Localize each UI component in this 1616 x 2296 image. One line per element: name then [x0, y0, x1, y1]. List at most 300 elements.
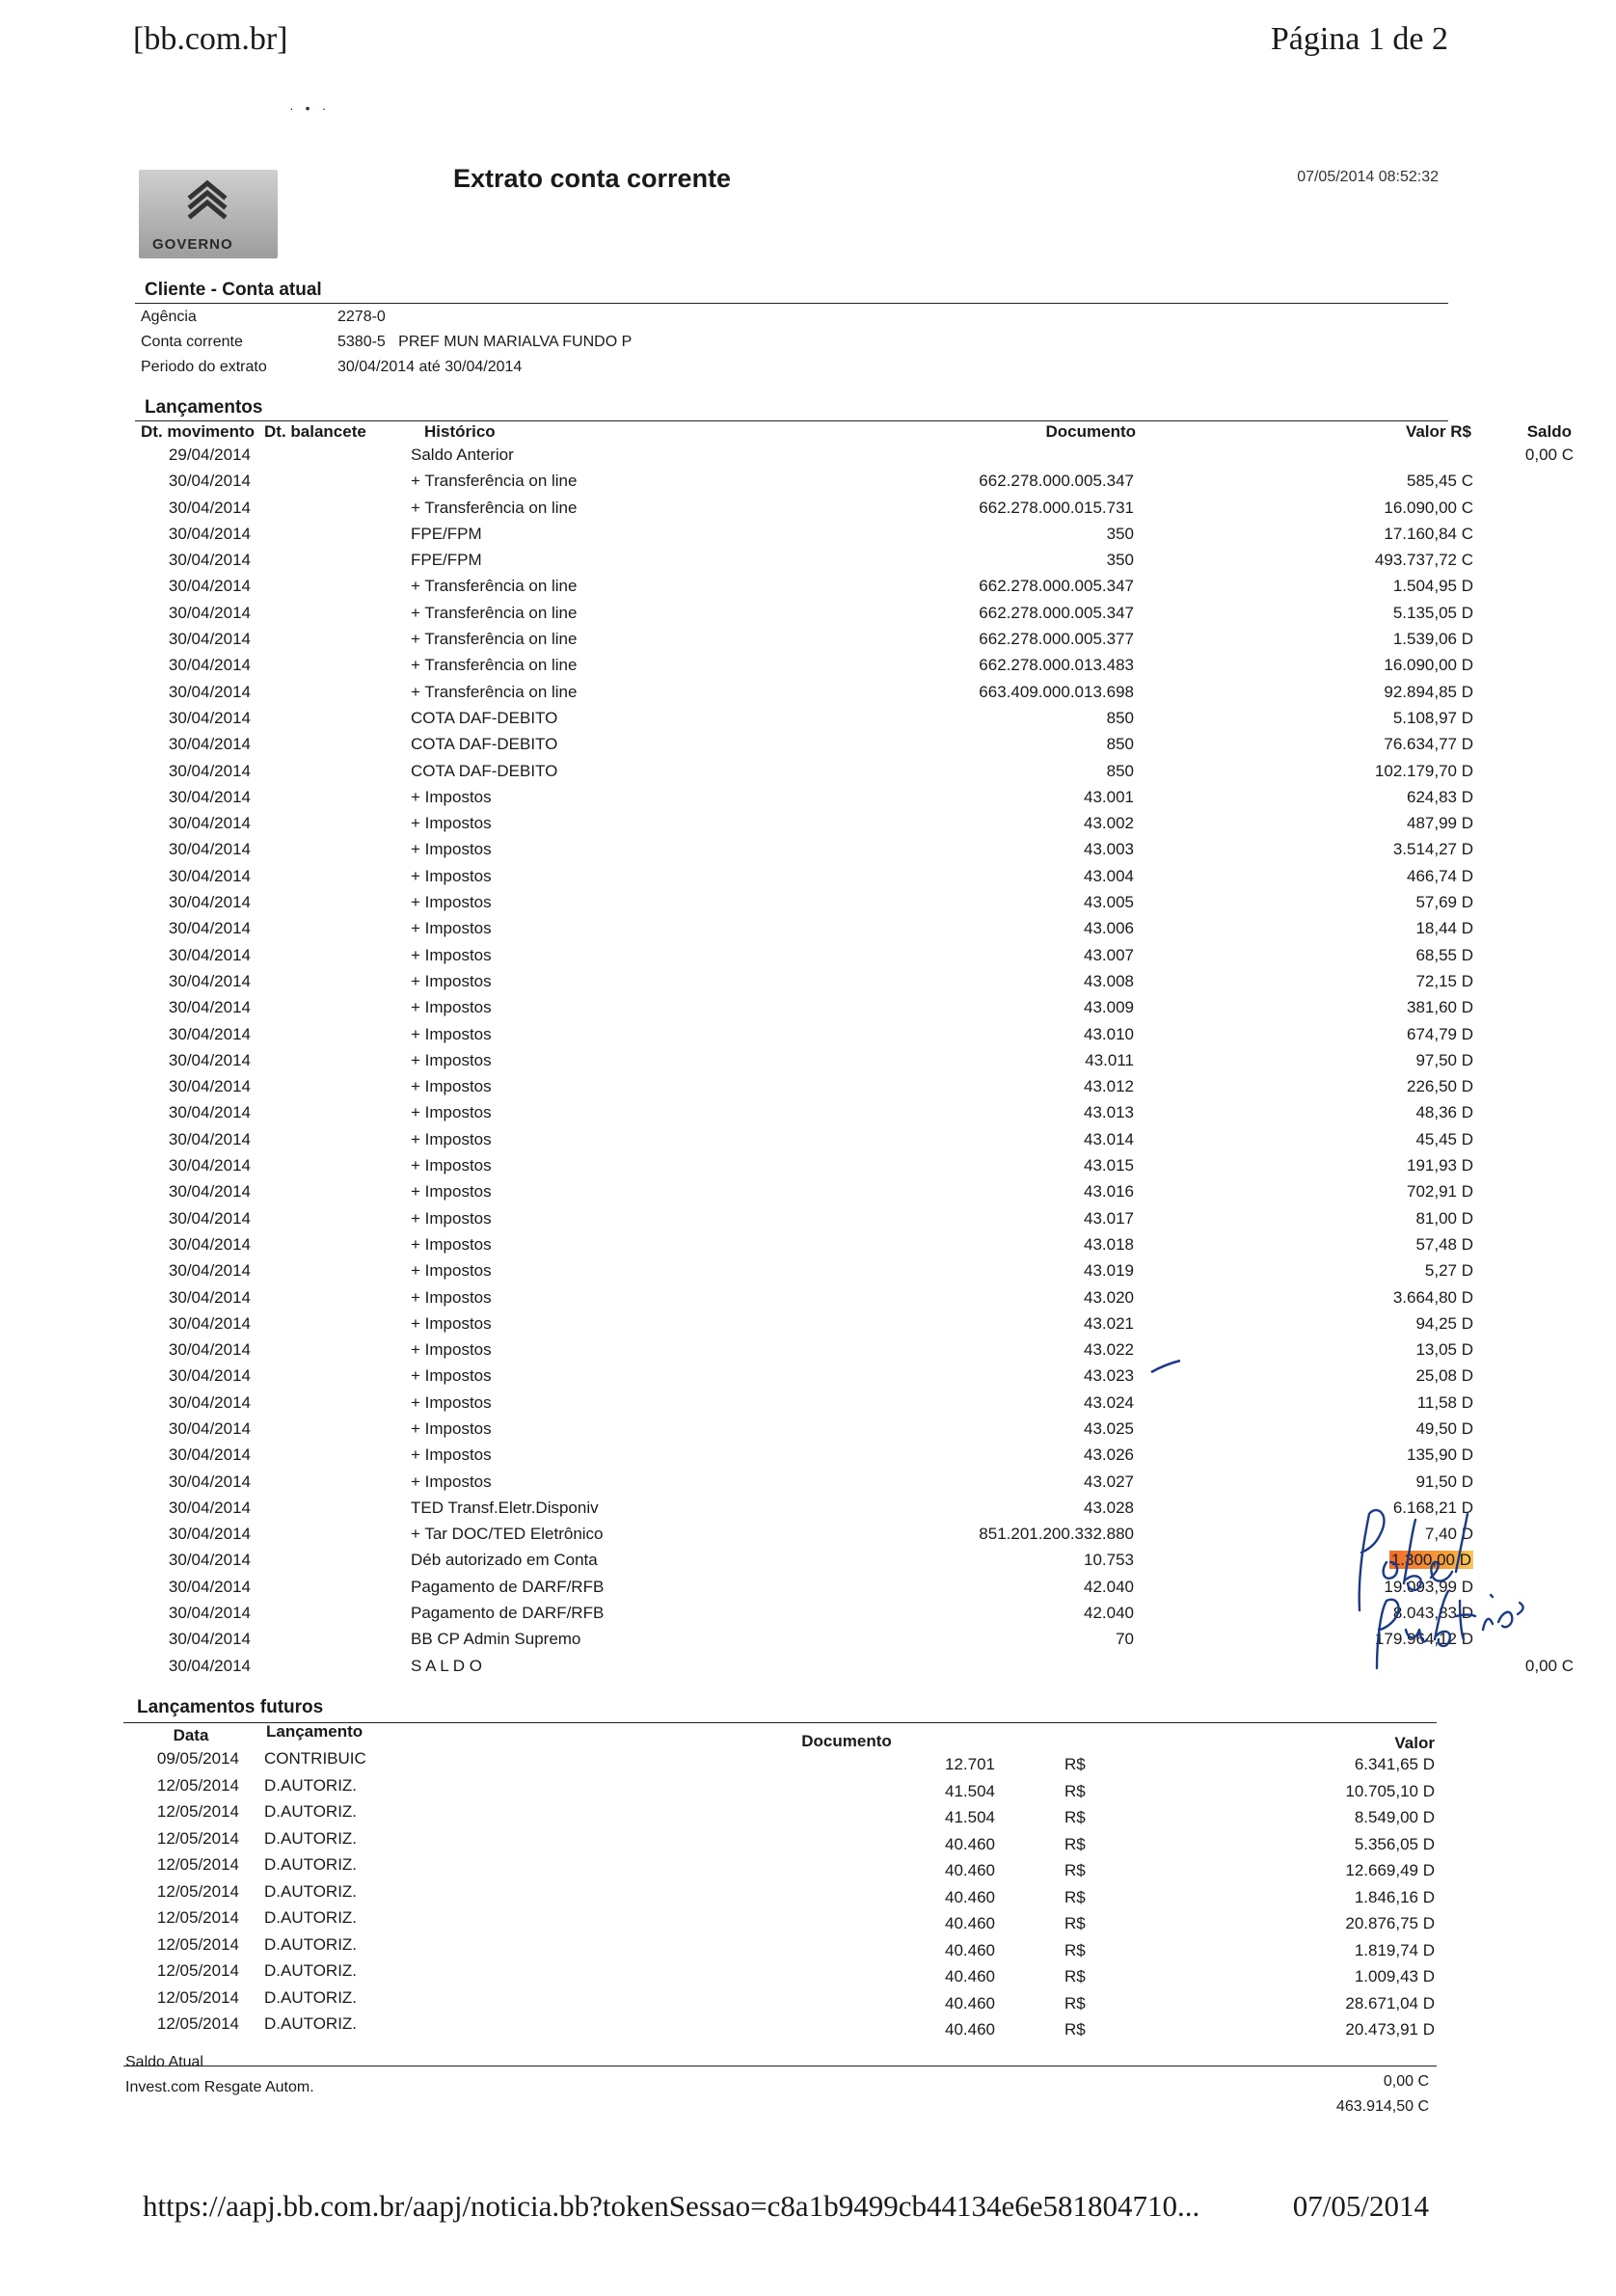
cell-historico: + Impostos: [411, 893, 492, 912]
cell-date: 30/04/2014: [168, 971, 251, 990]
cell-lancamento: D.AUTORIZ.: [264, 2014, 358, 2033]
table-row: [135, 893, 1473, 919]
table-row: [135, 1525, 1473, 1551]
cell-valor: 11,58 D: [1416, 1392, 1473, 1412]
cell-date: 30/04/2014: [168, 498, 251, 517]
cell-valor: 94,25 D: [1415, 1313, 1473, 1333]
cell-valor: 72,15 D: [1415, 971, 1473, 990]
cell-saldo: 0,00 C: [1524, 446, 1574, 464]
table-row: [135, 446, 1574, 472]
cell-data: 12/05/2014: [156, 1908, 239, 1927]
table-header: [135, 422, 1572, 446]
cell-date: 30/04/2014: [168, 1418, 251, 1438]
cell-historico: + Transferência on line: [411, 656, 578, 675]
saldo-atual-label: Saldo Atual: [125, 2054, 203, 2070]
col-header-dt-movimento: Dt. movimento: [141, 422, 256, 441]
table-row: [135, 1340, 1473, 1366]
cliente-section-title: Cliente - Conta atual: [145, 280, 322, 300]
cell-documento: 43.027: [1084, 1472, 1134, 1491]
cell-date: 30/04/2014: [168, 1182, 251, 1202]
cell-historico: + Impostos: [411, 1050, 492, 1069]
cell-date: 30/04/2014: [168, 524, 251, 543]
cell-documento: 43.020: [1084, 1287, 1134, 1307]
table-row: [135, 919, 1473, 945]
cell-valor: 97,50 D: [1415, 1050, 1473, 1069]
table-row: [135, 1050, 1473, 1077]
cell-historico: + Impostos: [411, 840, 492, 859]
field-label-conta: Conta corrente: [141, 334, 243, 350]
cell-data: 12/05/2014: [156, 1828, 239, 1848]
cell-currency: R$: [1064, 1861, 1086, 1879]
table-row: [123, 1935, 1435, 1962]
cell-documento: 43.007: [1084, 945, 1134, 964]
table-row: [135, 1077, 1473, 1103]
table-row: [135, 1445, 1473, 1472]
col-header-lancamento: Lançamento: [266, 1722, 364, 1741]
table-row: [135, 1472, 1473, 1499]
cell-data: 12/05/2014: [156, 1802, 239, 1821]
cell-historico: Saldo Anterior: [411, 446, 514, 464]
cell-date: 30/04/2014: [168, 1445, 251, 1465]
cell-documento: 662.278.000.005.347: [979, 577, 1134, 596]
cell-valor: 57,69 D: [1415, 893, 1473, 912]
table-row: [135, 814, 1473, 840]
cell-historico: + Impostos: [411, 1234, 492, 1254]
cell-historico: + Impostos: [411, 919, 492, 938]
table-row: [135, 1261, 1473, 1287]
cell-valor: 49,50 D: [1415, 1418, 1473, 1438]
cell-valor: 20.473,91 D: [1345, 2020, 1435, 2039]
logo-label: GOVERNO: [152, 236, 233, 253]
table-row: [123, 1908, 1435, 1935]
cell-documento: 350: [1106, 524, 1134, 543]
page-title: Extrato conta corrente: [453, 164, 732, 193]
cell-historico: + Impostos: [411, 866, 492, 885]
table-row: [135, 1418, 1473, 1445]
cell-documento: 43.022: [1084, 1340, 1134, 1360]
cell-currency: R$: [1064, 1914, 1086, 1932]
table-row: [135, 1234, 1473, 1261]
cell-historico: + Impostos: [411, 1208, 492, 1228]
cell-historico: + Impostos: [411, 1103, 492, 1122]
cell-valor: 381,60 D: [1407, 998, 1473, 1017]
cell-valor: 1.009,43 D: [1354, 1967, 1435, 1985]
cell-historico: TED Transf.Eletr.Disponiv: [411, 1498, 599, 1517]
cell-data: 12/05/2014: [156, 1987, 239, 2007]
cell-valor: 466,74 D: [1407, 866, 1473, 885]
cell-date: 30/04/2014: [168, 1103, 251, 1122]
table-header: [123, 1722, 1435, 1752]
field-label-periodo: Periodo do extrato: [141, 359, 267, 375]
cell-documento: 40.460: [945, 1940, 995, 1959]
cell-documento: 70: [1116, 1630, 1134, 1649]
cell-historico: + Impostos: [411, 1156, 492, 1175]
cell-date: 30/04/2014: [168, 840, 251, 859]
cell-documento: 43.028: [1084, 1498, 1134, 1517]
invest-label: Invest.com Resgate Autom.: [125, 2079, 314, 2095]
cell-currency: R$: [1064, 1967, 1086, 1985]
cell-historico: + Impostos: [411, 1182, 492, 1202]
table-row: [135, 1577, 1473, 1604]
cell-documento: 40.460: [945, 1887, 995, 1906]
cell-date: 30/04/2014: [168, 1050, 251, 1069]
cell-valor: 81,00 D: [1415, 1208, 1473, 1228]
cell-documento: 663.409.000.013.698: [979, 682, 1134, 701]
col-header-historico: Histórico: [424, 422, 496, 441]
cell-historico: + Impostos: [411, 787, 492, 806]
cell-valor: 5.356,05 D: [1354, 1834, 1435, 1853]
cell-currency: R$: [1064, 1887, 1086, 1906]
cell-historico: + Impostos: [411, 1418, 492, 1438]
footer-date: 07/05/2014: [1292, 2189, 1429, 2223]
cell-documento: 662.278.000.015.731: [979, 498, 1134, 517]
cell-documento: 43.001: [1084, 787, 1134, 806]
table-row: [135, 1604, 1473, 1630]
cell-lancamento: D.AUTORIZ.: [264, 1828, 358, 1848]
cell-historico: + Transferência on line: [411, 498, 578, 517]
cell-valor: 487,99 D: [1407, 814, 1473, 833]
cell-documento: 43.018: [1084, 1234, 1134, 1254]
cell-historico: + Impostos: [411, 1392, 492, 1412]
cell-valor: 92.894,85 D: [1384, 682, 1473, 701]
cell-date: 30/04/2014: [168, 1129, 251, 1148]
field-value-agencia: 2278-0: [337, 309, 386, 325]
futuros-table: [123, 1722, 1435, 2041]
cell-valor: 8.043,83 D: [1392, 1604, 1473, 1623]
cell-valor: 16.090,00 D: [1384, 656, 1473, 675]
cell-valor: 48,36 D: [1415, 1103, 1473, 1122]
table-row: [123, 1988, 1435, 2015]
cell-date: 30/04/2014: [168, 893, 251, 912]
cell-date: 30/04/2014: [168, 1261, 251, 1281]
cell-date: 30/04/2014: [168, 814, 251, 833]
cell-date: 30/04/2014: [168, 1551, 251, 1570]
cell-date: 30/04/2014: [168, 919, 251, 938]
cell-documento: 43.015: [1084, 1156, 1134, 1175]
table-row: [135, 708, 1473, 735]
cell-data: 12/05/2014: [156, 2014, 239, 2033]
cell-documento: 40.460: [945, 2020, 995, 2039]
cell-documento: 850: [1106, 735, 1134, 754]
table-row: [135, 1551, 1471, 1577]
cell-lancamento: D.AUTORIZ.: [264, 1908, 358, 1927]
cell-date: 30/04/2014: [168, 630, 251, 649]
cell-documento: 40.460: [945, 1993, 995, 2012]
cell-historico: Pagamento de DARF/RFB: [411, 1604, 605, 1623]
cell-documento: 43.026: [1084, 1445, 1134, 1465]
cell-valor: 18,44 D: [1415, 919, 1473, 938]
site-label: [bb.com.br]: [133, 21, 288, 57]
table-row: [135, 735, 1473, 761]
handwritten-signature: [1348, 1495, 1541, 1688]
cell-valor: 1.819,74 D: [1354, 1940, 1435, 1959]
cell-lancamento: D.AUTORIZ.: [264, 1802, 358, 1821]
cell-historico: BB CP Admin Supremo: [411, 1630, 581, 1649]
field-value-periodo: 30/04/2014 até 30/04/2014: [337, 359, 523, 375]
table-row: [135, 656, 1473, 682]
cell-documento: 42.040: [1084, 1577, 1134, 1596]
table-row: [135, 1392, 1473, 1419]
cell-date: 30/04/2014: [168, 1340, 251, 1360]
cell-historico: COTA DAF-DEBITO: [411, 735, 558, 754]
cell-date: 30/04/2014: [168, 1392, 251, 1412]
cell-date: 30/04/2014: [168, 735, 251, 754]
cell-date: 30/04/2014: [168, 1156, 251, 1175]
cell-valor: 624,83 D: [1407, 787, 1473, 806]
cell-date: 30/04/2014: [168, 603, 251, 622]
col-header-data: Data: [173, 1726, 209, 1744]
cell-lancamento: D.AUTORIZ.: [264, 1775, 358, 1795]
cell-valor: 179.964,12 D: [1374, 1630, 1473, 1649]
cell-valor: 12.669,49 D: [1345, 1861, 1435, 1879]
table-row: [123, 2014, 1435, 2041]
cell-lancamento: D.AUTORIZ.: [264, 1855, 358, 1874]
cell-historico: + Transferência on line: [411, 603, 578, 622]
cell-date: 30/04/2014: [168, 682, 251, 701]
cell-historico: + Transferência on line: [411, 682, 578, 701]
cell-valor: 1.539,06 D: [1392, 630, 1473, 649]
cell-documento: 43.013: [1084, 1103, 1134, 1122]
field-label-agencia: Agência: [141, 309, 197, 325]
cell-date: 30/04/2014: [168, 998, 251, 1017]
cell-documento: 43.003: [1084, 840, 1134, 859]
cell-historico: COTA DAF-DEBITO: [411, 761, 558, 780]
footer-url: https://aapj.bb.com.br/aapj/noticia.bb?tokenSessao=c8a1b9499cb44134e6e581804710...: [143, 2189, 1200, 2223]
pen-tick-mark: [1147, 1355, 1186, 1378]
cell-lancamento: D.AUTORIZ.: [264, 1987, 358, 2007]
divider: [135, 303, 1448, 304]
cell-documento: 40.460: [945, 1914, 995, 1932]
cell-documento: 43.008: [1084, 971, 1134, 990]
cell-documento: 43.021: [1084, 1313, 1134, 1333]
cell-documento: 43.014: [1084, 1129, 1134, 1148]
cell-documento: 851.201.200.332.880: [979, 1525, 1134, 1544]
cell-historico: + Impostos: [411, 814, 492, 833]
cell-date: 30/04/2014: [168, 1604, 251, 1623]
cell-valor: 17.160,84 C: [1384, 524, 1473, 543]
table-row: [135, 1024, 1473, 1051]
cell-historico: S A L D O: [411, 1656, 483, 1675]
cell-valor: 135,90 D: [1407, 1445, 1473, 1465]
cell-valor: 45,45 D: [1415, 1129, 1473, 1148]
cell-valor: 585,45 C: [1407, 472, 1473, 491]
table-row: [135, 577, 1473, 603]
cell-valor: 8.549,00 D: [1354, 1808, 1435, 1826]
cell-historico: + Impostos: [411, 1287, 492, 1307]
cell-valor: 674,79 D: [1407, 1024, 1473, 1043]
cell-date: 30/04/2014: [168, 945, 251, 964]
cell-historico: + Impostos: [411, 1313, 492, 1333]
cell-valor: 493.737,72 C: [1374, 551, 1473, 570]
table-row: [123, 1802, 1435, 1829]
table-row: [135, 1656, 1574, 1683]
cell-historico: + Impostos: [411, 1024, 492, 1043]
col-header-documento: Documento: [1045, 422, 1136, 441]
cell-valor: 68,55 D: [1415, 945, 1473, 964]
table-row: [135, 1498, 1473, 1525]
cell-documento: 350: [1106, 551, 1134, 570]
cell-documento: 41.504: [945, 1781, 995, 1800]
cell-documento: 850: [1106, 761, 1134, 780]
cell-historico: + Impostos: [411, 1129, 492, 1148]
table-row: [123, 1829, 1435, 1856]
cell-currency: R$: [1064, 1781, 1086, 1800]
table-row: [135, 1156, 1473, 1182]
cell-documento: 40.460: [945, 1834, 995, 1853]
cell-historico: + Impostos: [411, 971, 492, 990]
cell-valor: 5.135,05 D: [1392, 603, 1473, 622]
cell-valor: 16.090,00 C: [1384, 498, 1473, 517]
table-row: [135, 524, 1473, 551]
table-row: [135, 1630, 1473, 1656]
cell-data: 09/05/2014: [156, 1749, 239, 1768]
cell-valor: 13,05 D: [1415, 1340, 1473, 1360]
cell-valor: 25,08 D: [1415, 1366, 1473, 1386]
cell-historico: + Transferência on line: [411, 577, 578, 596]
table-row: [135, 551, 1473, 577]
table-row: [135, 1103, 1473, 1129]
cell-data: 12/05/2014: [156, 1961, 239, 1980]
cell-documento: 850: [1106, 708, 1134, 727]
cell-currency: R$: [1064, 1808, 1086, 1826]
cell-date: 30/04/2014: [168, 1287, 251, 1307]
cell-valor: 6.341,65 D: [1354, 1755, 1435, 1773]
cell-historico: + Impostos: [411, 1261, 492, 1281]
table-row: [135, 682, 1473, 709]
cell-valor: 19.093,99 D: [1384, 1577, 1473, 1596]
cell-documento: 43.012: [1084, 1077, 1134, 1096]
lancamentos-section-title: Lançamentos: [145, 397, 263, 418]
cell-valor: 5,27 D: [1424, 1261, 1473, 1281]
cell-date: 30/04/2014: [168, 1630, 251, 1649]
table-row: [123, 1776, 1435, 1803]
cell-valor: 20.876,75 D: [1345, 1914, 1435, 1932]
cell-data: 12/05/2014: [156, 1855, 239, 1874]
cell-historico: + Impostos: [411, 1445, 492, 1465]
table-row: [135, 603, 1473, 630]
cell-documento: 43.004: [1084, 866, 1134, 885]
cell-currency: R$: [1064, 1993, 1086, 2012]
table-row: [135, 498, 1473, 525]
cell-historico: + Transferência on line: [411, 472, 578, 491]
cell-date: 30/04/2014: [168, 1366, 251, 1386]
cell-valor: 7,40 D: [1424, 1525, 1473, 1544]
saldo-atual-value: 0,00 C: [1383, 2073, 1429, 2090]
cell-documento: 10.753: [1084, 1551, 1134, 1570]
cell-lancamento: CONTRIBUIC: [264, 1749, 366, 1768]
cell-documento: 43.025: [1084, 1418, 1134, 1438]
cell-lancamento: D.AUTORIZ.: [264, 1934, 358, 1954]
cell-valor: 702,91 D: [1407, 1182, 1473, 1202]
divider: [135, 420, 1448, 421]
cell-lancamento: D.AUTORIZ.: [264, 1881, 358, 1901]
col-header-saldo: Saldo: [1526, 422, 1572, 441]
cell-historico: + Transferência on line: [411, 630, 578, 649]
cell-valor: 102.179,70 D: [1374, 761, 1473, 780]
cell-date: 30/04/2014: [168, 1208, 251, 1228]
cell-valor: 57,48 D: [1415, 1234, 1473, 1254]
cell-date: 29/04/2014: [168, 446, 251, 464]
cell-currency: R$: [1064, 1755, 1086, 1773]
cell-date: 30/04/2014: [168, 1234, 251, 1254]
highlighted-value: 1.300,00 D: [1390, 1551, 1471, 1570]
cell-documento: 43.005: [1084, 893, 1134, 912]
cell-historico: Pagamento de DARF/RFB: [411, 1577, 605, 1596]
futuros-section-title: Lançamentos futuros: [137, 1697, 324, 1717]
col-header-valor: Valor: [1394, 1734, 1435, 1752]
table-row: [135, 971, 1473, 998]
cell-historico: Déb autorizado em Conta: [411, 1551, 598, 1570]
col-header-dt-balancete: Dt. balancete: [264, 422, 366, 441]
bb-logo-icon: [181, 176, 233, 228]
cell-valor: 191,93 D: [1407, 1156, 1473, 1175]
table-row: [135, 1287, 1473, 1314]
cell-date: 30/04/2014: [168, 656, 251, 675]
table-row: [135, 761, 1473, 788]
cell-valor: 3.514,27 D: [1392, 840, 1473, 859]
cell-historico: + Impostos: [411, 998, 492, 1017]
cell-date: 30/04/2014: [168, 1024, 251, 1043]
cell-date: 30/04/2014: [168, 577, 251, 596]
cell-currency: R$: [1064, 2020, 1086, 2039]
col-header-valor: Valor R$: [1405, 422, 1471, 441]
cell-historico: + Impostos: [411, 1366, 492, 1386]
cell-documento: 662.278.000.005.347: [979, 472, 1134, 491]
cell-date: 30/04/2014: [168, 1577, 251, 1596]
cell-currency: R$: [1064, 1940, 1086, 1959]
cell-documento: 43.009: [1084, 998, 1134, 1017]
cell-documento: 43.024: [1084, 1392, 1134, 1412]
table-row: [135, 1313, 1473, 1340]
table-row: [135, 945, 1473, 972]
cell-date: 30/04/2014: [168, 551, 251, 570]
cell-historico: + Impostos: [411, 945, 492, 964]
table-row: [135, 630, 1473, 656]
cell-date: 30/04/2014: [168, 1313, 251, 1333]
cell-currency: R$: [1064, 1834, 1086, 1853]
cell-valor: 1.846,16 D: [1354, 1887, 1435, 1906]
cell-documento: 43.010: [1084, 1024, 1134, 1043]
bank-logo: [139, 170, 278, 258]
cell-documento: 43.006: [1084, 919, 1134, 938]
cell-lancamento: D.AUTORIZ.: [264, 1961, 358, 1980]
cell-documento: 662.278.000.005.347: [979, 603, 1134, 622]
cell-historico: + Impostos: [411, 1472, 492, 1491]
cell-date: 30/04/2014: [168, 1472, 251, 1491]
cell-date: 30/04/2014: [168, 866, 251, 885]
cell-documento: 662.278.000.005.377: [979, 630, 1134, 649]
cell-date: 30/04/2014: [168, 787, 251, 806]
field-value-conta: 5380-5 PREF MUN MARIALVA FUNDO P: [337, 334, 633, 350]
table-row: [123, 1961, 1435, 1988]
lancamentos-table: [135, 422, 1574, 1683]
cell-documento: 43.002: [1084, 814, 1134, 833]
cell-date: 30/04/2014: [168, 1077, 251, 1096]
cell-valor: 5.108,97 D: [1392, 708, 1473, 727]
cell-historico: + Impostos: [411, 1077, 492, 1096]
table-row: [135, 866, 1473, 893]
cell-documento: 40.460: [945, 1967, 995, 1985]
table-row: [135, 998, 1473, 1024]
table-row: [123, 1749, 1435, 1776]
cell-documento: 43.011: [1085, 1050, 1134, 1069]
cell-date: 30/04/2014: [168, 1525, 251, 1544]
cell-historico: + Tar DOC/TED Eletrônico: [411, 1525, 604, 1544]
cell-data: 12/05/2014: [156, 1934, 239, 1954]
cell-valor: 10.705,10 D: [1345, 1781, 1435, 1800]
cell-documento: 43.017: [1084, 1208, 1134, 1228]
cell-documento: 40.460: [945, 1861, 995, 1879]
